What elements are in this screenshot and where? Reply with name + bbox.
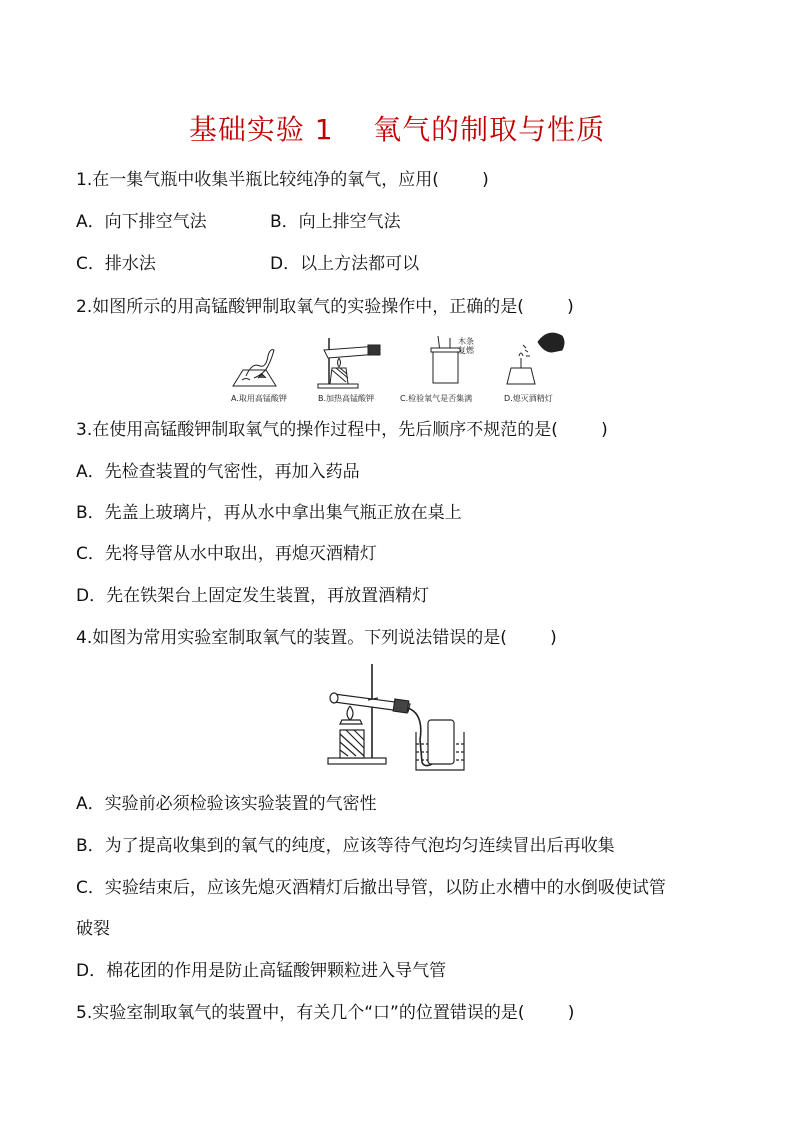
question-3-option-d: D．先在铁架台上固定发生装置，再放置酒精灯 xyxy=(76,586,430,606)
figure-caption-c: C.检验氧气是否集满 xyxy=(400,394,473,403)
question-2-figure xyxy=(228,328,573,408)
page-title: 基础实验 1 氧气的制取与性质 xyxy=(188,113,606,146)
question-4-stem: 4.如图为常用实验室制取氧气的装置。下列说法错误的是( ) xyxy=(76,628,557,648)
hand-scoop-illustration xyxy=(233,350,276,386)
svg-text:复燃: 复燃 xyxy=(458,346,474,355)
gas-check-illustration xyxy=(431,336,460,383)
extinguish-lamp-illustration xyxy=(507,333,564,384)
question-4-option-a: A．实验前必须检验该实验装置的气密性 xyxy=(76,794,377,814)
question-3-stem: 3.在使用高锰酸钾制取氧气的操作过程中，先后顺序不规范的是( ) xyxy=(76,420,608,440)
question-3-option-c: C．先将导管从水中取出，再熄灭酒精灯 xyxy=(76,544,377,564)
question-1-stem: 1.在一集气瓶中收集半瓶比较纯净的氧气，应用( ) xyxy=(76,170,489,190)
question-4-option-b: B．为了提高收集到的氧气的纯度，应该等待气泡均匀连续冒出后再收集 xyxy=(76,836,615,856)
question-1-option-d: D．以上方法都可以 xyxy=(270,254,420,274)
question-4-option-c-continued: 破裂 xyxy=(76,919,110,939)
question-1-option-c: C．排水法 xyxy=(76,254,156,274)
question-5-stem: 5.实验室制取氧气的装置中，有关几个“口”的位置错误的是( ) xyxy=(76,1003,575,1023)
figure-caption-d: D.熄灭酒精灯 xyxy=(504,394,553,403)
question-2-stem: 2.如图所示的用高锰酸钾制取氧气的实验操作中，正确的是( ) xyxy=(76,297,574,317)
question-4-apparatus-figure xyxy=(320,660,465,775)
figure-caption-b: B.加热高锰酸钾 xyxy=(318,394,375,403)
figure-label-reignite: 木条 xyxy=(458,337,474,346)
question-1-option-b: B．向上排空气法 xyxy=(270,212,401,232)
question-3-option-a: A．先检查装置的气密性，再加入药品 xyxy=(76,462,360,482)
question-4-option-d: D．棉花团的作用是防止高锰酸钾颗粒进入导气管 xyxy=(76,961,447,981)
question-4-option-c: C．实验结束后，应该先熄灭酒精灯后撤出导管，以防止水槽中的水倒吸使试管 xyxy=(76,878,666,898)
figure-caption-a: A.取用高锰酸钾 xyxy=(231,394,287,403)
question-3-option-b: B．先盖上玻璃片，再从水中拿出集气瓶正放在桌上 xyxy=(76,503,462,523)
heating-setup-illustration xyxy=(318,338,380,388)
question-1-option-a: A．向下排空气法 xyxy=(76,212,207,232)
